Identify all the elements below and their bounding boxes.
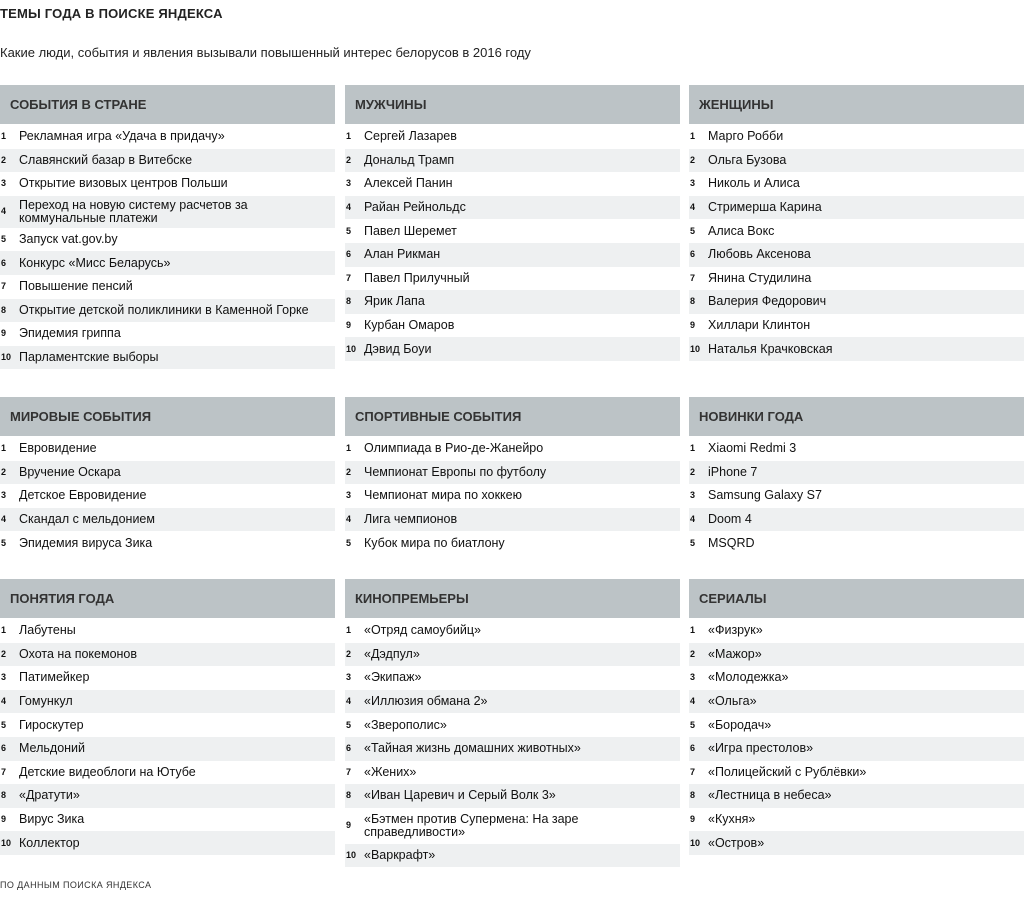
rank-number: 10 [1, 837, 12, 848]
rank-number: 5 [346, 719, 352, 730]
category-block [689, 397, 1024, 555]
item-label: Павел Прилучный [364, 270, 470, 285]
rank-number: 5 [346, 537, 352, 548]
list-item [0, 322, 335, 346]
rank-number: 5 [346, 225, 352, 236]
page-title: ТЕМЫ ГОДА В ПОИСКЕ ЯНДЕКСА [0, 6, 223, 21]
item-label: Сергей Лазарев [364, 129, 457, 144]
category-block [345, 397, 680, 555]
item-label: «Бэтмен против Супермена: На заре справедливости» [364, 811, 579, 839]
list-item [345, 844, 680, 868]
item-label: Чемпионат мира по хоккею [364, 488, 522, 503]
category-header: МУЖЧИНЫ [345, 85, 680, 124]
list-item [689, 243, 1024, 267]
list-item [345, 531, 680, 555]
item-label: «Дэдпул» [364, 646, 420, 661]
category-list [0, 125, 335, 369]
item-label: Евровидение [19, 441, 97, 456]
list-item [689, 508, 1024, 532]
rank-number: 9 [690, 320, 696, 331]
list-item [689, 784, 1024, 808]
rank-number: 4 [1, 696, 7, 707]
rank-number: 6 [346, 743, 352, 754]
list-item [689, 290, 1024, 314]
item-label: «Физрук» [708, 623, 763, 638]
item-label: Ярик Лапа [364, 294, 425, 309]
item-label: Samsung Galaxy S7 [708, 488, 822, 503]
list-item [345, 149, 680, 173]
rank-number: 8 [346, 790, 352, 801]
rank-number: 1 [346, 625, 352, 636]
rank-number: 4 [1, 514, 7, 525]
rank-number: 7 [1, 766, 7, 777]
list-item [345, 484, 680, 508]
item-label: Стримерша Карина [708, 200, 822, 215]
rank-number: 1 [1, 443, 7, 454]
list-item [689, 643, 1024, 667]
list-item [689, 761, 1024, 785]
list-item [689, 666, 1024, 690]
rank-number: 7 [1, 281, 7, 292]
rank-number: 4 [346, 514, 352, 525]
rank-number: 1 [690, 443, 696, 454]
item-label: MSQRD [708, 535, 755, 550]
item-label: Конкурс «Мисс Беларусь» [19, 255, 171, 270]
item-label: «Тайная жизнь домашних животных» [364, 741, 581, 756]
category-block [0, 579, 335, 855]
list-item [345, 784, 680, 808]
rank-number: 6 [1, 743, 7, 754]
item-label: «Бородач» [708, 717, 772, 732]
rank-number: 9 [346, 320, 352, 331]
list-item [345, 243, 680, 267]
list-item [0, 228, 335, 252]
list-item [689, 219, 1024, 243]
item-label: «Ольга» [708, 694, 757, 709]
list-item [345, 437, 680, 461]
rank-number: 1 [346, 131, 352, 142]
item-label: Открытие детской поликлиники в Каменной Горке [19, 302, 309, 317]
list-item [0, 251, 335, 275]
rank-number: 9 [346, 820, 352, 831]
rank-number: 1 [1, 625, 7, 636]
item-label: Хиллари Клинтон [708, 318, 811, 333]
rank-number: 4 [690, 202, 696, 213]
item-label: Любовь Аксенова [708, 247, 811, 262]
item-label: «Жених» [364, 764, 417, 779]
category-block [689, 85, 1024, 361]
rank-number: 6 [346, 249, 352, 260]
rank-number: 1 [1, 131, 7, 142]
rank-number: 3 [1, 490, 7, 501]
item-label: Янина Студилина [708, 270, 812, 285]
rank-number: 5 [1, 234, 7, 245]
rank-number: 7 [690, 272, 696, 283]
item-label: Гироскутер [19, 717, 84, 732]
item-label: Коллектор [19, 835, 80, 850]
list-item [345, 666, 680, 690]
rank-number: 5 [690, 537, 696, 548]
item-label: «Молодежка» [708, 670, 789, 685]
rank-number: 4 [690, 696, 696, 707]
category-header: НОВИНКИ ГОДА [689, 397, 1024, 436]
list-item [689, 267, 1024, 291]
list-item [0, 196, 335, 228]
category-header: ПОНЯТИЯ ГОДА [0, 579, 335, 618]
item-label: Алиса Вокс [708, 223, 775, 238]
list-item [345, 125, 680, 149]
list-item [0, 346, 335, 370]
list-item [345, 643, 680, 667]
category-block [345, 85, 680, 361]
list-item [0, 437, 335, 461]
item-label: Павел Шеремет [364, 223, 457, 238]
list-item [689, 808, 1024, 832]
item-label: «Иллюзия обмана 2» [364, 694, 488, 709]
list-item [689, 125, 1024, 149]
rank-number: 3 [1, 672, 7, 683]
list-item [345, 713, 680, 737]
rank-number: 2 [1, 648, 7, 659]
list-item [345, 690, 680, 714]
list-item [0, 484, 335, 508]
rank-number: 7 [346, 272, 352, 283]
list-item [345, 267, 680, 291]
rank-number: 8 [346, 296, 352, 307]
item-label: «Дратути» [19, 788, 80, 803]
list-item [689, 149, 1024, 173]
list-item [345, 737, 680, 761]
category-header: СОБЫТИЯ В СТРАНЕ [0, 85, 335, 124]
category-block [345, 579, 680, 867]
list-item [689, 531, 1024, 555]
item-label: Детские видеоблоги на Ютубе [19, 764, 196, 779]
item-label: Патимейкер [19, 670, 90, 685]
page-subtitle: Какие люди, события и явления вызывали повышенный интерес белорусов в 2016 году [0, 45, 531, 60]
rank-number: 8 [1, 790, 7, 801]
item-label: «Зверополис» [364, 717, 447, 732]
rank-number: 2 [346, 466, 352, 477]
rank-number: 2 [346, 648, 352, 659]
rank-number: 1 [346, 443, 352, 454]
rank-number: 1 [690, 131, 696, 142]
rank-number: 5 [1, 537, 7, 548]
item-label: Кубок мира по биатлону [364, 535, 505, 550]
category-list [689, 437, 1024, 555]
item-label: Парламентские выборы [19, 350, 159, 365]
list-item [345, 219, 680, 243]
rank-number: 7 [690, 766, 696, 777]
list-item [0, 619, 335, 643]
item-label: Дэвид Боуи [364, 341, 432, 356]
item-label: «Остров» [708, 835, 765, 850]
rank-number: 2 [690, 648, 696, 659]
list-item [345, 761, 680, 785]
category-list [689, 619, 1024, 855]
item-label: Лига чемпионов [364, 512, 458, 527]
item-label: Ольга Бузова [708, 152, 787, 167]
list-item [0, 761, 335, 785]
rank-number: 8 [1, 304, 7, 315]
item-label: Вирус Зика [19, 812, 85, 827]
item-label: Славянский базар в Витебске [19, 152, 193, 167]
source-footer: ПО ДАННЫМ ПОИСКА ЯНДЕКСА [0, 880, 152, 890]
rank-number: 1 [690, 625, 696, 636]
rank-number: 10 [1, 352, 12, 363]
category-list [345, 619, 680, 867]
item-label: Гомункул [19, 694, 73, 709]
rank-number: 2 [690, 466, 696, 477]
item-label: Переход на новую систему расчетов за коммунальные платежи [19, 197, 248, 225]
item-label: «Кухня» [708, 812, 756, 827]
item-label: Дональд Трамп [364, 152, 455, 167]
list-item [345, 172, 680, 196]
item-label: Охота на покемонов [19, 646, 138, 661]
rank-number: 5 [690, 719, 696, 730]
list-item [0, 149, 335, 173]
item-label: «Варкрафт» [364, 848, 436, 863]
item-label: Детское Евровидение [19, 488, 147, 503]
category-header: СПОРТИВНЫЕ СОБЫТИЯ [345, 397, 680, 436]
list-item [345, 619, 680, 643]
rank-number: 5 [690, 225, 696, 236]
category-block [689, 579, 1024, 855]
list-item [689, 484, 1024, 508]
rank-number: 3 [346, 672, 352, 683]
list-item [0, 666, 335, 690]
item-label: Чемпионат Европы по футболу [364, 464, 547, 479]
list-item [0, 643, 335, 667]
rank-number: 6 [690, 743, 696, 754]
list-item [0, 737, 335, 761]
list-item [0, 831, 335, 855]
item-label: Николь и Алиса [708, 176, 800, 191]
item-label: «Игра престолов» [708, 741, 814, 756]
item-label: Повышение пенсий [19, 279, 133, 294]
list-item [0, 275, 335, 299]
rank-number: 6 [1, 257, 7, 268]
rank-number: 6 [690, 249, 696, 260]
list-item [0, 808, 335, 832]
list-item [689, 690, 1024, 714]
list-item [689, 196, 1024, 220]
rank-number: 3 [346, 490, 352, 501]
rank-number: 8 [690, 296, 696, 307]
rank-number: 9 [1, 814, 7, 825]
list-item [689, 831, 1024, 855]
category-header: КИНОПРЕМЬЕРЫ [345, 579, 680, 618]
rank-number: 2 [1, 154, 7, 165]
list-item [0, 125, 335, 149]
rank-number: 3 [690, 490, 696, 501]
item-label: Эпидемия гриппа [19, 326, 121, 341]
list-item [689, 461, 1024, 485]
item-label: «Иван Царевич и Серый Волк 3» [364, 788, 556, 803]
rank-number: 10 [346, 343, 357, 354]
list-item [345, 337, 680, 361]
list-item [345, 290, 680, 314]
category-list [0, 437, 335, 555]
item-label: Doom 4 [708, 512, 752, 527]
category-list [689, 125, 1024, 361]
item-label: Валерия Федорович [708, 294, 827, 309]
category-block [0, 85, 335, 369]
rank-number: 10 [690, 343, 701, 354]
category-list [345, 125, 680, 361]
rank-number: 3 [690, 178, 696, 189]
list-item [689, 172, 1024, 196]
item-label: Xiaomi Redmi 3 [708, 441, 797, 456]
item-label: «Лестница в небеса» [708, 788, 832, 803]
list-item [345, 196, 680, 220]
list-item [0, 508, 335, 532]
category-list [0, 619, 335, 855]
item-label: «Экипаж» [364, 670, 422, 685]
list-item [0, 299, 335, 323]
rank-number: 10 [690, 837, 701, 848]
list-item [689, 737, 1024, 761]
list-item [689, 314, 1024, 338]
item-label: Алексей Панин [364, 176, 453, 191]
item-label: «Мажор» [708, 646, 762, 661]
rank-number: 4 [346, 696, 352, 707]
category-list [345, 437, 680, 555]
item-label: Эпидемия вируса Зика [19, 535, 153, 550]
list-item [0, 690, 335, 714]
item-label: Лабутены [19, 623, 76, 638]
item-label: Марго Робби [708, 129, 784, 144]
list-item [689, 337, 1024, 361]
item-label: Наталья Крачковская [708, 341, 833, 356]
item-label: Запуск vat.gov.by [19, 232, 118, 247]
item-label: Алан Рикман [364, 247, 441, 262]
item-label: Олимпиада в Рио-де-Жанейро [364, 441, 544, 456]
list-item [689, 437, 1024, 461]
list-item [0, 784, 335, 808]
list-item [345, 314, 680, 338]
rank-number: 9 [1, 328, 7, 339]
rank-number: 2 [1, 466, 7, 477]
rank-number: 4 [1, 206, 7, 217]
list-item [345, 508, 680, 532]
item-label: «Полицейский с Рублёвки» [708, 764, 867, 779]
item-label: «Отряд самоубийц» [364, 623, 481, 638]
item-label: Вручение Оскара [19, 464, 121, 479]
item-label: Райан Рейнольдс [364, 200, 466, 215]
rank-number: 9 [690, 814, 696, 825]
rank-number: 3 [690, 672, 696, 683]
list-item [689, 619, 1024, 643]
item-label: Рекламная игра «Удача в придачу» [19, 129, 225, 144]
rank-number: 4 [346, 202, 352, 213]
category-block [0, 397, 335, 555]
rank-number: 4 [690, 514, 696, 525]
item-label: iPhone 7 [708, 464, 758, 479]
rank-number: 5 [1, 719, 7, 730]
list-item [345, 808, 680, 844]
rank-number: 10 [346, 850, 357, 861]
item-label: Открытие визовых центров Польши [19, 176, 228, 191]
rank-number: 2 [690, 154, 696, 165]
item-label: Скандал с мельдонием [19, 512, 155, 527]
list-item [0, 713, 335, 737]
item-label: Курбан Омаров [364, 318, 455, 333]
rank-number: 7 [346, 766, 352, 777]
rank-number: 8 [690, 790, 696, 801]
category-header: СЕРИАЛЫ [689, 579, 1024, 618]
category-header: ЖЕНЩИНЫ [689, 85, 1024, 124]
list-item [689, 713, 1024, 737]
item-label: Мельдоний [19, 741, 86, 756]
list-item [0, 461, 335, 485]
rank-number: 3 [346, 178, 352, 189]
list-item [345, 461, 680, 485]
list-item [0, 172, 335, 196]
category-header: МИРОВЫЕ СОБЫТИЯ [0, 397, 335, 436]
rank-number: 3 [1, 178, 7, 189]
rank-number: 2 [346, 154, 352, 165]
list-item [0, 531, 335, 555]
